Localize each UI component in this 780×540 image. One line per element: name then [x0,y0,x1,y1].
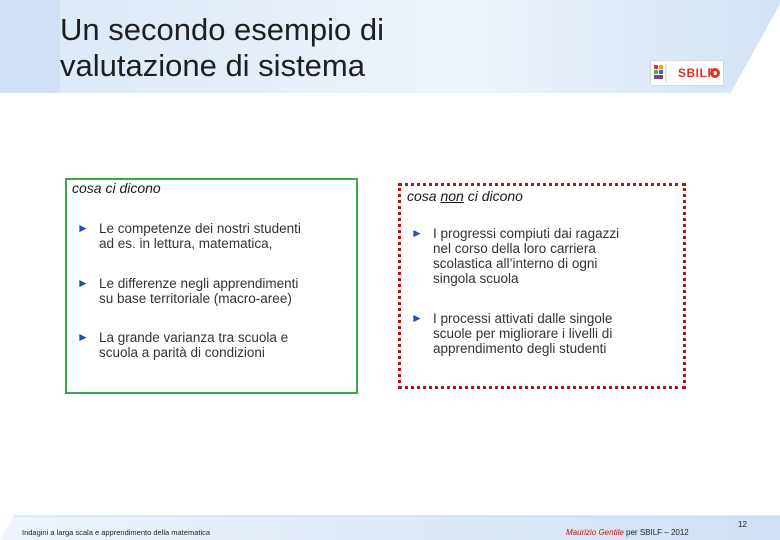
list-item: ► I processi attivati dalle singole scuole per migliorare i livelli di apprendimento degli studenti [411,311,613,356]
footer-title: Indagini a larga scala e apprendimento della matematica [22,528,211,537]
list-item: ► Le competenze dei nostri studenti ad es. in lettura, matematica, [77,221,301,251]
what-they-tell-heading: cosa ci dicono [72,180,161,196]
page-title [60,12,384,84]
heading-underlined-word: non [440,188,464,204]
sbilf-logo [650,60,724,86]
footer-credit: Maurizio Gentile per SBILF – 2012 [566,528,689,537]
list-item: ► La grande varianza tra scuola e scuola a parità di condizioni [77,330,289,360]
title-line-1: Un secondo esempio di [60,12,384,47]
list-item: ► I progressi compiuti dai ragazzi nel corso della loro carriera scolastica all’interno di ogni singola scuola [411,226,620,286]
bullet-arrow-icon: ► [77,276,89,290]
footer-author: Maurizio Gentile [566,528,624,537]
what-they-dont-tell-box [398,183,686,389]
logo-text: SBILF [678,66,716,80]
title-line-2: valutazione di sistema [60,48,365,83]
bullet-arrow-icon: ► [77,221,89,235]
page-number: 12 [738,520,747,529]
bullet-arrow-icon: ► [77,330,89,344]
list-item: ► Le differenze negli apprendimenti su base territoriale (macro-aree) [77,276,299,306]
bullet-arrow-icon: ► [411,226,423,240]
what-they-dont-tell-heading: cosa non ci dicono [407,188,523,204]
bullet-arrow-icon: ► [411,311,423,325]
